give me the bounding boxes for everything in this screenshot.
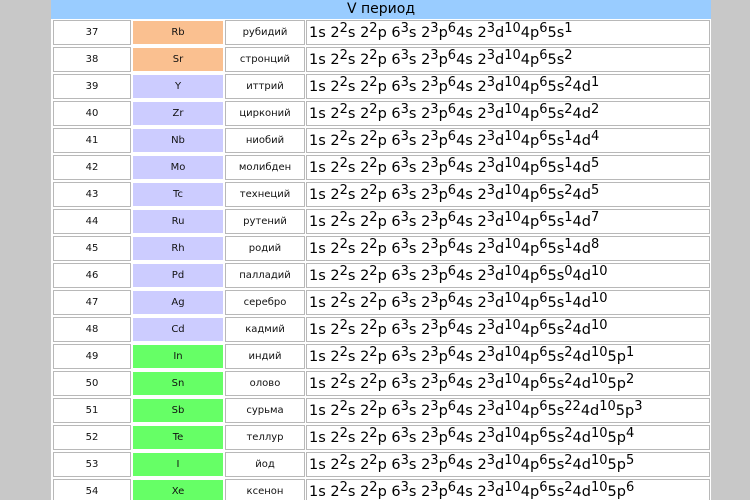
electron-configuration: 1s $2^2s$ $2^2p$ $6^3s$ $2^3p^64s$ $2^3d^{10}4p^65s^14d^7$ [306,209,710,234]
atomic-number: 42 [53,155,131,180]
electron-configuration: 1s $2^2s$ $2^2p$ $6^3s$ $2^3p^64s$ $2^3d^{10}4p^65s^24d^{10}5p^5$ [306,452,710,477]
atomic-number: 46 [53,263,131,288]
element-symbol: Ag [132,290,224,315]
element-symbol: Rb [132,20,224,45]
table-row [51,343,711,370]
table-row [51,397,711,424]
table-row [51,316,711,343]
electron-configuration: 1s $2^2s$ $2^2p$ $6^3s$ $2^3p^64s$ $2^3d^{10}4p^65s^24d^{10}5p^4$ [306,425,710,450]
atomic-number: 38 [53,47,131,72]
element-name: олово [225,371,305,396]
table-row [51,19,711,46]
table-row [51,235,711,262]
atomic-number: 52 [53,425,131,450]
element-symbol: Sb [132,398,224,423]
element-symbol: Rh [132,236,224,261]
electron-configuration: 1s $2^2s$ $2^2p$ $6^3s$ $2^3p^64s$ $2^3d^{10}4p^65s^14d^8$ [306,236,710,261]
electron-configuration: 1s $2^2s$ $2^2p$ $6^3s$ $2^3p^64s$ $2^3d^{10}4p^65s^{22}4d^{10}5p^3$ [306,398,710,423]
element-symbol: Cd [132,317,224,342]
atomic-number: 40 [53,101,131,126]
electron-configuration: 1s $2^2s$ $2^2p$ $6^3s$ $2^3p^64s$ $2^3d^{10}4p^65s^24d^1$ [306,74,710,99]
element-table [51,19,711,500]
element-name: теллур [225,425,305,450]
table-row [51,478,711,500]
electron-configuration: 1s $2^2s$ $2^2p$ $6^3s$ $2^3p^64s$ $2^3d^{10}4p^65s^14d^{10}$ [306,290,710,315]
table-row [51,208,711,235]
element-name: технеций [225,182,305,207]
element-name: серебро [225,290,305,315]
electron-configuration: 1s $2^2s$ $2^2p$ $6^3s$ $2^3p^64s$ $2^3d^{10}4p^65s^24d^{10}5p^2$ [306,371,710,396]
element-name: сурьма [225,398,305,423]
element-name: иттрий [225,74,305,99]
element-symbol: I [132,452,224,477]
period-header: V период [51,0,711,19]
table-row [51,127,711,154]
element-symbol: Sr [132,47,224,72]
atomic-number: 53 [53,452,131,477]
electron-configuration: 1s $2^2s$ $2^2p$ $6^3s$ $2^3p^64s$ $2^3d^{10}4p^65s^24d^{10}$ [306,317,710,342]
element-symbol: In [132,344,224,369]
table-row [51,370,711,397]
electron-configuration: 1s $2^2s$ $2^2p$ $6^3s$ $2^3p^64s$ $2^3d^{10}4p^65s^24d^{10}5p^1$ [306,344,710,369]
element-name: кадмий [225,317,305,342]
element-symbol: Nb [132,128,224,153]
element-name: рубидий [225,20,305,45]
element-symbol: Ru [132,209,224,234]
atomic-number: 51 [53,398,131,423]
electron-configuration: 1s $2^2s$ $2^2p$ $6^3s$ $2^3p^64s$ $2^3d^{10}4p^65s^2$ [306,47,710,72]
table-row [51,424,711,451]
atomic-number: 43 [53,182,131,207]
table-row [51,262,711,289]
atomic-number: 45 [53,236,131,261]
table-row [51,181,711,208]
element-name: рутений [225,209,305,234]
element-symbol: Te [132,425,224,450]
table-row [51,46,711,73]
electron-configuration: 1s $2^2s$ $2^2p$ $6^3s$ $2^3p^64s$ $2^3d^{10}4p^65s^24d^5$ [306,182,710,207]
element-name: индий [225,344,305,369]
table-row [51,289,711,316]
element-name: цирконий [225,101,305,126]
element-name: палладий [225,263,305,288]
element-name: стронций [225,47,305,72]
element-symbol: Zr [132,101,224,126]
atomic-number: 41 [53,128,131,153]
atomic-number: 49 [53,344,131,369]
table-row [51,154,711,181]
element-name: ксенон [225,479,305,500]
electron-configuration: 1s $2^2s$ $2^2p$ $6^3s$ $2^3p^64s$ $2^3d^{10}4p^65s^1$ [306,20,710,45]
atomic-number: 48 [53,317,131,342]
element-name: ниобий [225,128,305,153]
atomic-number: 44 [53,209,131,234]
table-row [51,451,711,478]
table-row [51,100,711,127]
atomic-number: 54 [53,479,131,500]
element-symbol: Sn [132,371,224,396]
element-symbol: Pd [132,263,224,288]
atomic-number: 39 [53,74,131,99]
electron-configuration: 1s $2^2s$ $2^2p$ $6^3s$ $2^3p^64s$ $2^3d^{10}4p^65s^24d^2$ [306,101,710,126]
element-symbol: Tc [132,182,224,207]
table-row [51,73,711,100]
atomic-number: 37 [53,20,131,45]
atomic-number: 47 [53,290,131,315]
electron-configuration: 1s $2^2s$ $2^2p$ $6^3s$ $2^3p^64s$ $2^3d^{10}4p^65s^14d^5$ [306,155,710,180]
electron-configuration: 1s $2^2s$ $2^2p$ $6^3s$ $2^3p^64s$ $2^3d^{10}4p^65s^24d^{10}5p^6$ [306,479,710,500]
element-name: молибден [225,155,305,180]
element-name: йод [225,452,305,477]
element-symbol: Xe [132,479,224,500]
element-symbol: Y [132,74,224,99]
element-name: родий [225,236,305,261]
atomic-number: 50 [53,371,131,396]
element-symbol: Mo [132,155,224,180]
electron-configuration: 1s $2^2s$ $2^2p$ $6^3s$ $2^3p^64s$ $2^3d^{10}4p^65s^14d^4$ [306,128,710,153]
electron-configuration: 1s $2^2s$ $2^2p$ $6^3s$ $2^3p^64s$ $2^3d^{10}4p^65s^04d^{10}$ [306,263,710,288]
